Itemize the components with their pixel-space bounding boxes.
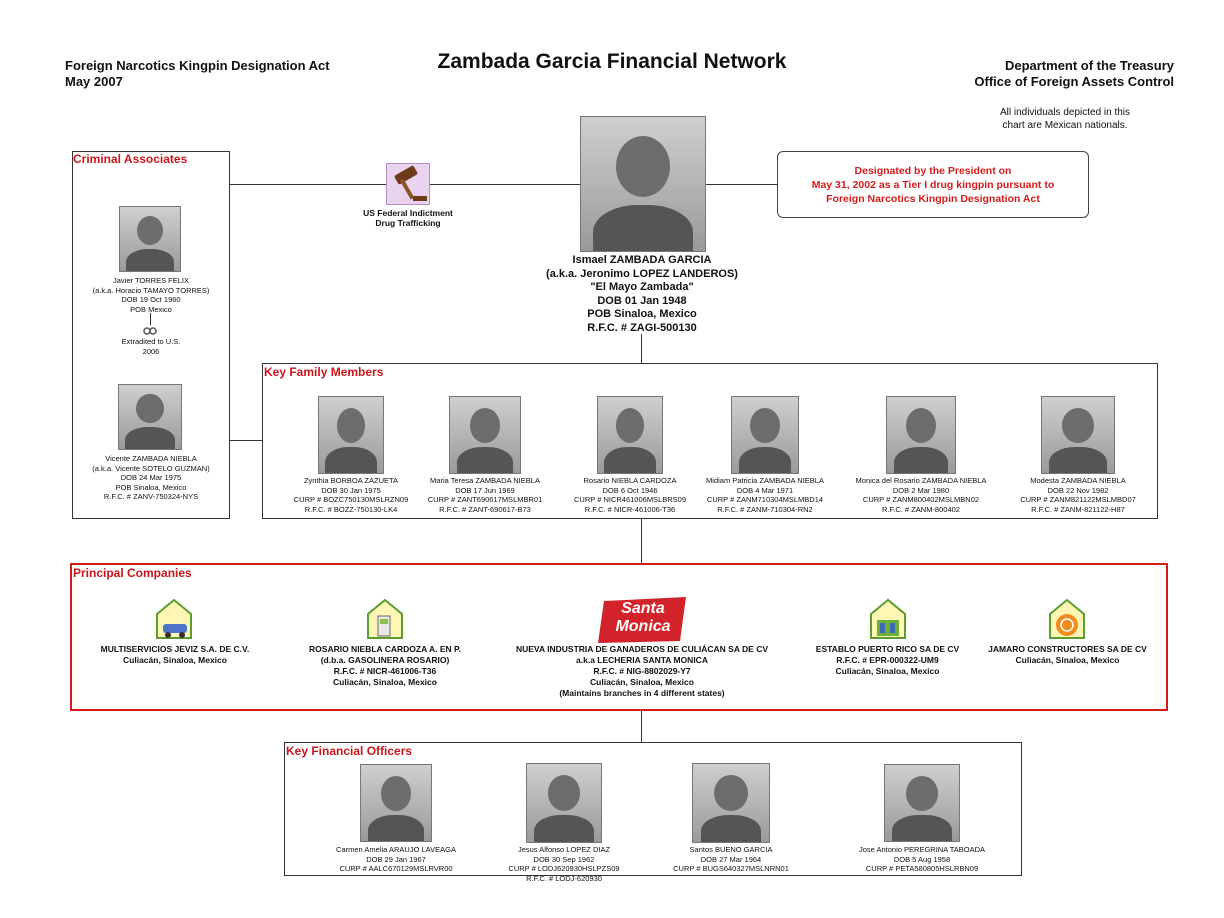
company-location: Culiacán, Sinaloa, Mexico — [835, 666, 940, 676]
company-name: ROSARIO NIEBLA CARDOZA A. EN P. — [309, 644, 461, 654]
family-photo — [449, 396, 521, 474]
company-info — [290, 644, 480, 688]
main-person-photo — [580, 116, 706, 252]
connector-officers — [641, 710, 642, 743]
note-line-1: All individuals depicted in this — [999, 107, 1131, 118]
family-member-info — [690, 476, 840, 514]
family-curp: CURP # ZANM800402MSLMBN02 — [862, 495, 980, 504]
family-photo — [1041, 396, 1115, 474]
principal-companies-heading: Principal Companies — [73, 566, 192, 580]
family-curp: CURP # ZANM821122MSLMBD07 — [1020, 495, 1136, 504]
gavel-icon — [386, 163, 430, 205]
family-dob: DOB 30 Jan 1975 — [321, 485, 381, 495]
company-location: Culiacán, Sinaloa, Mexico — [590, 677, 694, 687]
handcuffs-icon — [143, 323, 157, 335]
company-name: MULTISERVICIOS JEVIZ S.A. DE C.V. — [100, 644, 250, 654]
main-person-aka: (a.k.a. Jeronimo LOPEZ LANDEROS) — [546, 267, 738, 280]
logo-line-2: Monica — [615, 618, 671, 635]
company-dba: (d.b.a. GASOLINERA ROSARIO) — [320, 655, 450, 665]
company-name: ESTABLO PUERTO RICO SA DE CV — [815, 644, 960, 654]
family-name: Zynthia BORBOA ZAZUETA — [303, 476, 399, 485]
designation-line-1: Designated by the President on — [854, 165, 1012, 177]
officer-photo — [360, 764, 432, 842]
main-person-rfc: R.F.C. # ZAGI-500130 — [587, 321, 697, 334]
family-name: Monica del Rosario ZAMBADA NIEBLA — [855, 476, 987, 485]
family-dob: DOB 4 Mar 1971 — [736, 485, 794, 495]
family-name: Maria Teresa ZAMBADA NIEBLA — [430, 476, 540, 485]
family-member-info — [276, 476, 426, 514]
family-member-info — [555, 476, 705, 514]
note-line-2: chart are Mexican nationals. — [1002, 120, 1128, 131]
connector-designation — [706, 184, 778, 185]
officer-photo — [884, 764, 960, 842]
family-rfc: R.F.C. # ZANM-800402 — [882, 504, 960, 514]
indictment-label — [340, 208, 476, 228]
connector-companies — [641, 518, 642, 564]
company-rfc: R.F.C. # NICR-461006-T36 — [333, 666, 437, 676]
key-financial-heading: Key Financial Officers — [286, 744, 413, 758]
family-name: Modesta ZAMBADA NIEBLA — [1030, 476, 1126, 485]
family-dob: DOB 2 Mar 1980 — [892, 485, 950, 495]
family-member-info — [840, 476, 1002, 514]
company-rfc: R.F.C. # NIG-8802029-Y7 — [593, 666, 691, 676]
family-member-info — [1002, 476, 1154, 514]
officer-photo — [526, 763, 602, 843]
family-dob: DOB 22 Nov 1982 — [1047, 485, 1109, 495]
nationality-note — [970, 106, 1160, 132]
officer-curp: CURP # LODJ620930HSLPZS09 — [508, 864, 620, 873]
family-photo — [318, 396, 384, 474]
associate-pob: POB Mexico — [130, 304, 172, 314]
logo-line-1: Santa — [621, 600, 665, 617]
associate-dob: DOB 24 Mar 1975 — [120, 473, 182, 482]
officer-curp: CURP # AALC670129MSLRVR00 — [339, 864, 453, 873]
officer-info — [320, 845, 472, 874]
associate-photo — [119, 206, 181, 272]
officer-curp: CURP # PETA580805HSLRBN09 — [865, 864, 979, 873]
officer-name: Jose Antonio PEREGRINA TABOADA — [858, 845, 986, 854]
main-person-info — [500, 254, 784, 335]
officer-name: Jesus Alfonso LOPEZ DIAZ — [517, 845, 611, 854]
officer-curp: CURP # BUGS640327MSLNRN01 — [673, 864, 789, 873]
main-person-name: Ismael ZAMBADA GARCIA — [572, 254, 712, 266]
associate-aka: (a.k.a. Vicente SOTELO GUZMAN) — [92, 463, 210, 473]
designation-line-3: Foreign Narcotics Kingpin Designation Act — [826, 193, 1040, 205]
family-curp: CURP # NICR461006MSLBRS09 — [574, 495, 686, 504]
family-dob: DOB 6 Oct 1946 — [602, 485, 658, 495]
extradition-line-1: Extradited to U.S. — [121, 337, 181, 346]
family-curp: CURP # ZANM710304MSLMBD14 — [706, 495, 824, 504]
officer-name: Carmen Amelia ARAUJO LAVEAGA — [336, 845, 456, 854]
family-curp: CURP # ZANT690617MSLMBR01 — [427, 495, 543, 504]
company-aka: a.k.a LECHERIA SANTA MONICA — [576, 655, 708, 665]
associate-name: Vicente ZAMBADA NIEBLA — [105, 454, 197, 463]
family-dob: DOB 17 Jun 1969 — [455, 485, 515, 495]
company-info — [80, 644, 270, 666]
family-photo — [731, 396, 799, 474]
company-rfc: R.F.C. # EPR-000322-UM9 — [836, 655, 939, 665]
company-info — [490, 644, 794, 699]
associate-info — [76, 454, 226, 502]
associate-name: Javier TORRES FELIX — [113, 276, 189, 285]
family-name: Midiam Patricia ZAMBADA NIEBLA — [706, 476, 824, 485]
associate-aka: (a.k.a. Horacio TAMAYO TORRES) — [92, 285, 210, 295]
officer-info — [488, 845, 640, 883]
indictment-line-1: US Federal Indictment — [363, 208, 453, 218]
company-location: Culiacán, Sinaloa, Mexico — [1015, 655, 1120, 665]
act-date: May 2007 — [65, 74, 123, 89]
company-location: Culiacán, Sinaloa, Mexico — [123, 655, 227, 665]
logo-text — [598, 600, 688, 636]
company-location: Culiacán, Sinaloa, Mexico — [333, 677, 437, 687]
connector-associate-family — [230, 440, 263, 441]
officer-dob: DOB 29 Jan 1967 — [366, 854, 426, 864]
family-rfc: R.F.C. # NICR-461006-T36 — [584, 504, 676, 514]
family-photo — [597, 396, 663, 474]
header-right — [974, 58, 1174, 90]
main-person-pob: POB Sinaloa, Mexico — [587, 308, 697, 320]
office-name: Office of Foreign Assets Control — [974, 74, 1174, 89]
page-title: Zambada Garcia Financial Network — [437, 50, 787, 73]
associate-pob: POB Sinaloa, Mexico — [115, 482, 187, 492]
associate-photo — [118, 384, 182, 450]
family-rfc: R.F.C. # ZANM-710304-RN2 — [717, 504, 813, 514]
family-member-info — [410, 476, 560, 514]
extradition-note — [76, 337, 226, 356]
extradition-line-2: 2006 — [142, 346, 160, 356]
officer-name: Santos BUENO GARCIA — [689, 845, 773, 854]
gas-station-icon — [365, 598, 405, 640]
company-name: NUEVA INDUSTRIA DE GANADEROS DE CULIÁCAN SA DE CV — [515, 644, 769, 654]
officer-rfc: R.F.C. # LODJ-620930 — [526, 873, 602, 883]
car-service-icon — [154, 598, 194, 640]
designation-line-2: May 31, 2002 as a Tier I drug kingpin pursuant to — [811, 179, 1055, 191]
family-rfc: R.F.C. # BOZZ-750130-LK4 — [304, 504, 398, 514]
family-curp: CURP # BOZC750130MSLRZN09 — [293, 495, 409, 504]
criminal-associates-heading: Criminal Associates — [73, 152, 188, 166]
officer-info — [655, 845, 807, 874]
connector-family — [641, 334, 642, 364]
company-name: JAMARO CONSTRUCTORES SA DE CV — [988, 644, 1147, 654]
associate-dob: DOB 19 Oct 1960 — [121, 295, 181, 304]
shell-icon — [1047, 598, 1087, 640]
santa-monica-logo — [598, 597, 688, 643]
company-info — [975, 644, 1160, 666]
officer-dob: DOB 30 Sep 1962 — [533, 854, 595, 864]
company-info — [795, 644, 980, 677]
main-person-nickname: "El Mayo Zambada" — [590, 281, 694, 293]
ranch-icon — [868, 598, 908, 640]
family-photo — [886, 396, 956, 474]
key-family-heading: Key Family Members — [264, 365, 384, 379]
officer-dob: DOB 5 Aug 1958 — [893, 854, 951, 864]
family-name: Rosario NIEBLA CARDOZA — [583, 476, 677, 485]
company-note: (Maintains branches in 4 different states) — [559, 688, 725, 698]
designation-box — [777, 151, 1089, 218]
family-rfc: R.F.C. # ZANM-821122-H87 — [1031, 504, 1125, 514]
officer-info — [840, 845, 1004, 874]
associate-rfc: R.F.C. # ZANV-750324-NYS — [103, 492, 199, 501]
officer-dob: DOB 27 Mar 1964 — [700, 854, 762, 864]
officer-photo — [692, 763, 770, 843]
family-rfc: R.F.C. # ZANT-690617-B73 — [439, 504, 531, 514]
department-name: Department of the Treasury — [1004, 58, 1174, 73]
indictment-line-2: Drug Trafficking — [375, 218, 441, 228]
main-person-dob: DOB 01 Jan 1948 — [597, 294, 687, 307]
associate-info — [76, 276, 226, 314]
act-name: Foreign Narcotics Kingpin Designation Act — [65, 58, 330, 73]
